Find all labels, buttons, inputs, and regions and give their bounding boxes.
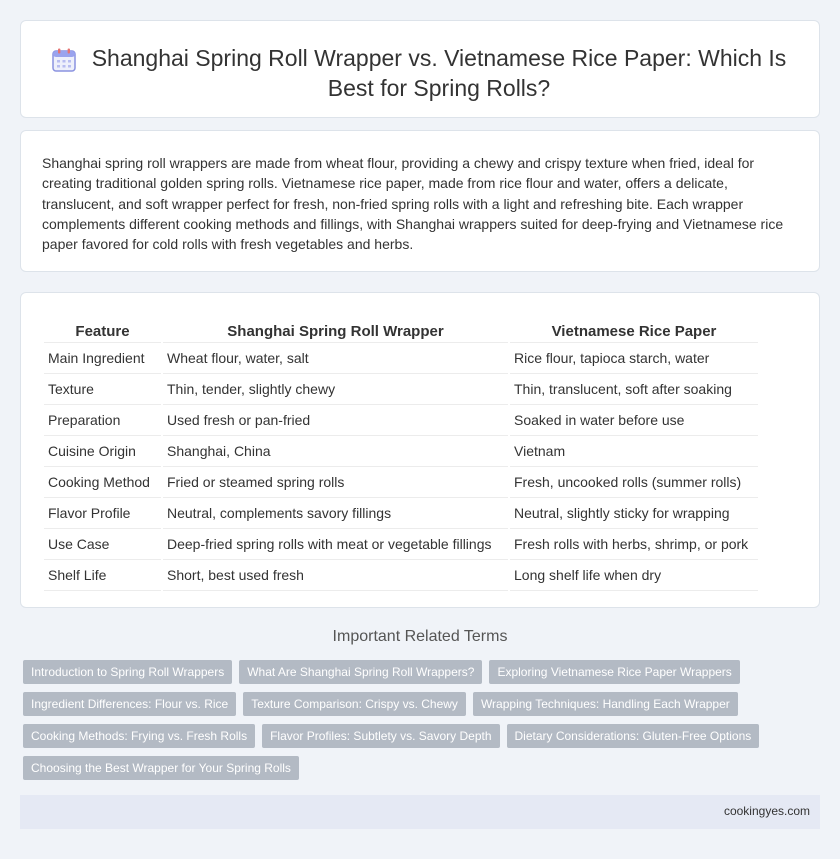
intro-paragraph: Shanghai spring roll wrappers are made from wheat flour, providing a chewy and crispy texture when fried, ideal for creating traditional golden spring rolls. Vietnamese rice paper, made from rice flour and water, offers a delicate, translucent, and soft wrapper perfect for fresh, non-fried spring rolls with a light and refreshing bite. Each wrapper complements different cooking methods and fillings, with Shanghai wrappers suited for deep-frying and Vietnamese rice paper favored for cold rolls with fresh vegetables and herbs. xyxy=(42,155,784,253)
table-cell-vietnamese: Fresh, uncooked rolls (summer rolls) xyxy=(510,467,758,498)
table-cell-feature: Use Case xyxy=(44,529,161,560)
table-cell-feature: Texture xyxy=(44,374,161,405)
table-row xyxy=(44,498,758,529)
table-cell-vietnamese: Fresh rolls with herbs, shrimp, or pork xyxy=(510,529,758,560)
table-row xyxy=(44,436,758,467)
site-link[interactable]: cookingyes.com xyxy=(723,804,810,818)
footer xyxy=(20,795,820,829)
related-term-tag[interactable]: Cooking Methods: Frying vs. Fresh Rolls xyxy=(23,724,255,748)
related-term-tag[interactable]: What Are Shanghai Spring Roll Wrappers? xyxy=(239,660,482,684)
table-cell-shanghai: Fried or steamed spring rolls xyxy=(163,467,508,498)
table-cell-vietnamese: Thin, translucent, soft after soaking xyxy=(510,374,758,405)
page-title: Shanghai Spring Roll Wrapper vs. Vietnamese Rice Paper: Which Is Best for Spring Rolls? xyxy=(91,45,787,101)
related-terms-heading: Important Related Terms xyxy=(332,628,508,645)
related-terms-list xyxy=(23,660,783,780)
table-row xyxy=(44,560,758,591)
header-card xyxy=(20,20,820,118)
table-cell-shanghai: Deep-fried spring rolls with meat or vegetable fillings xyxy=(163,529,508,560)
table-cell-feature: Cooking Method xyxy=(44,467,161,498)
table-cell-shanghai: Wheat flour, water, salt xyxy=(163,343,508,374)
intro-card xyxy=(20,130,820,272)
table-cell-feature: Shelf Life xyxy=(44,560,161,591)
related-term-tag[interactable]: Texture Comparison: Crispy vs. Chewy xyxy=(243,692,466,716)
table-cell-feature: Cuisine Origin xyxy=(44,436,161,467)
table-cell-shanghai: Used fresh or pan-fried xyxy=(163,405,508,436)
table-row xyxy=(44,405,758,436)
column-header-feature: Feature xyxy=(44,314,161,343)
table-cell-feature: Preparation xyxy=(44,405,161,436)
calendar-icon xyxy=(51,47,77,73)
related-term-tag[interactable]: Exploring Vietnamese Rice Paper Wrappers xyxy=(489,660,739,684)
related-term-tag[interactable]: Ingredient Differences: Flour vs. Rice xyxy=(23,692,236,716)
table-row xyxy=(44,374,758,405)
column-header-vietnamese: Vietnamese Rice Paper xyxy=(510,314,758,343)
related-term-tag[interactable]: Flavor Profiles: Subtlety vs. Savory Depth xyxy=(262,724,499,748)
table-row xyxy=(44,343,758,374)
title-row xyxy=(51,43,801,103)
table-cell-vietnamese: Neutral, slightly sticky for wrapping xyxy=(510,498,758,529)
related-term-tag[interactable]: Dietary Considerations: Gluten-Free Options xyxy=(507,724,760,748)
table-cell-shanghai: Thin, tender, slightly chewy xyxy=(163,374,508,405)
comparison-card xyxy=(20,292,820,608)
comparison-table xyxy=(42,314,760,591)
related-term-tag[interactable]: Introduction to Spring Roll Wrappers xyxy=(23,660,232,684)
table-cell-feature: Main Ingredient xyxy=(44,343,161,374)
column-header-shanghai: Shanghai Spring Roll Wrapper xyxy=(163,314,508,343)
table-cell-vietnamese: Long shelf life when dry xyxy=(510,560,758,591)
related-term-tag[interactable]: Wrapping Techniques: Handling Each Wrapper xyxy=(473,692,738,716)
table-cell-feature: Flavor Profile xyxy=(44,498,161,529)
table-header-row xyxy=(44,314,758,343)
table-row xyxy=(44,529,758,560)
table-cell-vietnamese: Rice flour, tapioca starch, water xyxy=(510,343,758,374)
table-cell-vietnamese: Soaked in water before use xyxy=(510,405,758,436)
table-cell-shanghai: Short, best used fresh xyxy=(163,560,508,591)
related-term-tag[interactable]: Choosing the Best Wrapper for Your Spring Rolls xyxy=(23,756,299,780)
table-row xyxy=(44,467,758,498)
table-cell-shanghai: Shanghai, China xyxy=(163,436,508,467)
table-cell-shanghai: Neutral, complements savory fillings xyxy=(163,498,508,529)
table-cell-vietnamese: Vietnam xyxy=(510,436,758,467)
